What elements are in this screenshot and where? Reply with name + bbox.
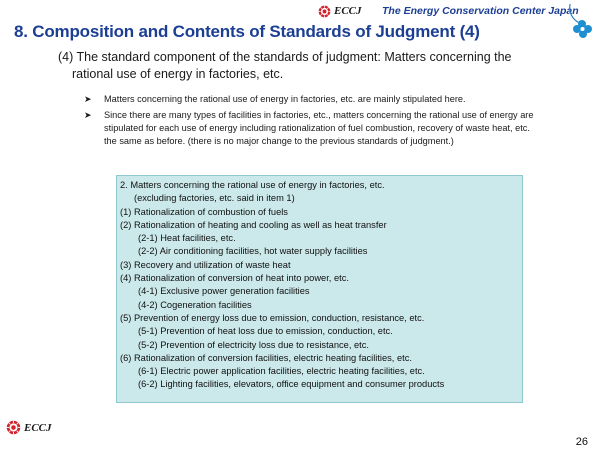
standards-content-box bbox=[116, 175, 523, 403]
box-subitem: (4-2) Cogeneration facilities bbox=[138, 299, 252, 310]
box-subitem: (4-1) Exclusive power generation facilities bbox=[138, 286, 310, 297]
subtitle-line-1: (4) The standard component of the standards of judgment: Matters concerning the bbox=[58, 50, 512, 64]
box-item: (5) Prevention of energy loss due to emission, conduction, resistance, etc. bbox=[120, 312, 425, 323]
box-heading-note: (excluding factories, etc. said in item 1) bbox=[134, 193, 295, 204]
box-subitem: (6-1) Electric power application facilities, electric heating facilities, etc. bbox=[138, 366, 425, 377]
box-item: (1) Rationalization of combustion of fuels bbox=[120, 206, 288, 217]
eccj-logo-icon bbox=[318, 5, 331, 18]
box-subitem: (2-1) Heat facilities, etc. bbox=[138, 233, 236, 244]
slide-title: 8. Composition and Contents of Standards of Judgment (4) bbox=[14, 22, 480, 41]
footer-eccj-logo-icon bbox=[6, 420, 21, 435]
bullet-text: Since there are many types of facilities in factories, etc., matters concerning the rational use of energy are stipulated for each use of energy including rationalization of fuel combustion, recovery of waste heat, etc. the same as before. (there is no major change to the previous standards of judgment.) bbox=[104, 110, 534, 146]
header-org-name: The Energy Conservation Center Japan bbox=[382, 5, 579, 17]
box-subitem: (6-2) Lighting facilities, elevators, office equipment and consumer products bbox=[138, 379, 445, 390]
footer-org-short: ECCJ bbox=[24, 422, 52, 434]
page-number: 26 bbox=[575, 436, 588, 448]
header-org-short: ECCJ bbox=[334, 5, 362, 17]
box-item: (6) Rationalization of conversion facilities, electric heating facilities, etc. bbox=[120, 352, 412, 363]
box-item: (2) Rationalization of heating and cooling as well as heat transfer bbox=[120, 219, 387, 230]
bullet-list bbox=[84, 93, 534, 151]
subtitle-line-2: rational use of energy in factories, etc. bbox=[72, 67, 284, 81]
arrow-bullet-icon: ➤ bbox=[84, 94, 92, 104]
box-item: (3) Recovery and utilization of waste heat bbox=[120, 259, 291, 270]
bullet-text: Matters concerning the rational use of energy in factories, etc. are mainly stipulated here. bbox=[104, 94, 466, 104]
bullet-item bbox=[84, 93, 534, 106]
box-heading: 2. Matters concerning the rational use of energy in factories, etc. bbox=[120, 180, 385, 190]
box-subitem: (2-2) Air conditioning facilities, hot water supply facilities bbox=[138, 246, 368, 257]
box-item: (4) Rationalization of conversion of heat into power, etc. bbox=[120, 273, 349, 284]
box-subitem: (5-2) Prevention of electricity loss due to resistance, etc. bbox=[138, 339, 369, 350]
slide-subtitle bbox=[58, 49, 558, 83]
box-subitem: (5-1) Prevention of heat loss due to emission, conduction, etc. bbox=[138, 326, 393, 337]
clover-emblem-icon bbox=[566, 2, 598, 42]
arrow-bullet-icon: ➤ bbox=[84, 110, 92, 120]
bullet-item bbox=[84, 109, 534, 148]
